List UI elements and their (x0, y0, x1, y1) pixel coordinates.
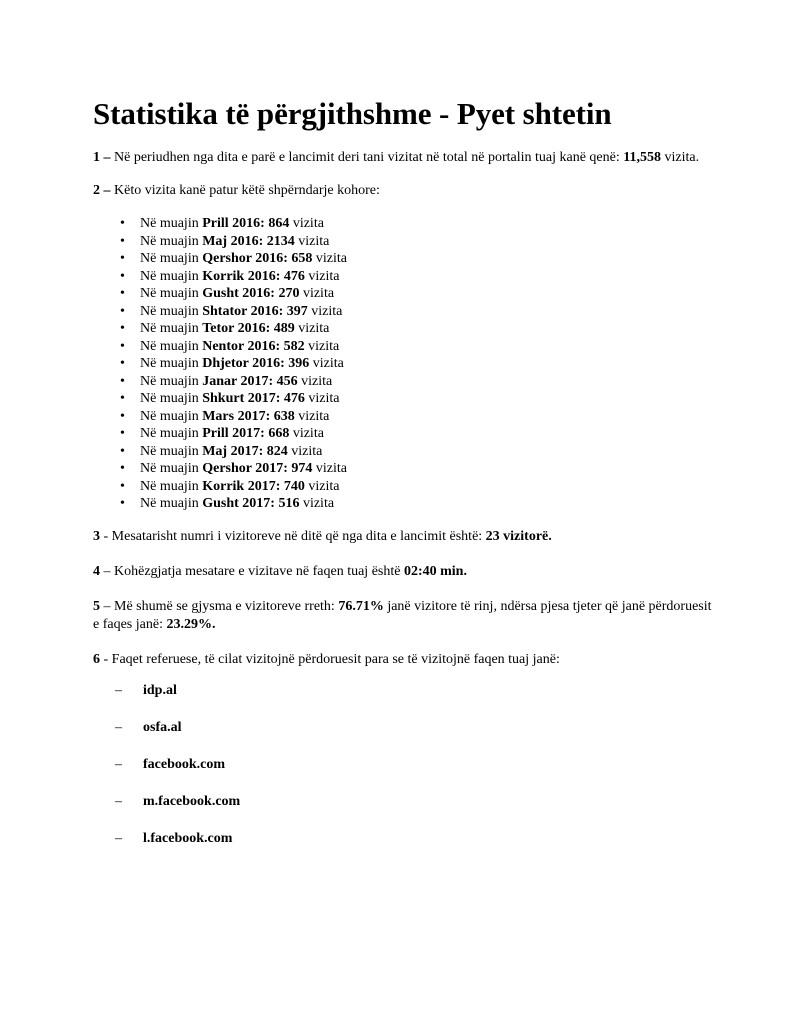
month-prefix: Në muajin (140, 408, 203, 424)
visits-word: vizita (312, 461, 348, 476)
month-count: 476 (283, 268, 305, 284)
month-prefix: Në muajin (140, 443, 203, 459)
referrer-item (115, 682, 713, 700)
bullet-icon: • (120, 461, 125, 476)
month-prefix: Në muajin (140, 321, 203, 336)
month-count: 476 (283, 391, 305, 406)
section-4-number: 4 (93, 563, 100, 579)
section-2 (93, 182, 713, 200)
section-4-sep: – (100, 563, 114, 579)
bullet-icon: • (120, 443, 125, 459)
month-name: Janar 2017: (202, 373, 274, 389)
referrer-domain: facebook.com (143, 756, 226, 772)
month-count: 516 (278, 496, 300, 511)
month-prefix: Në muajin (140, 461, 203, 476)
referrer-domain: osfa.al (143, 719, 182, 735)
dash-icon: – (115, 682, 122, 698)
bullet-icon: • (120, 251, 125, 266)
month-count: 582 (283, 338, 305, 354)
month-name: Maj 2017: (202, 443, 264, 459)
referrer-list (93, 682, 713, 848)
month-prefix: Në muajin (140, 496, 203, 511)
month-item (120, 495, 713, 513)
month-prefix: Në muajin (140, 286, 203, 301)
section-1-text: Në periudhen nga dita e parë e lancimit deri tani vizitat në total në portalin tuaj kanë qenë: (114, 150, 624, 165)
month-prefix: Në muajin (140, 251, 203, 266)
section-6 (93, 651, 713, 669)
month-count: 2134 (266, 233, 295, 249)
section-2-number: 2 (93, 183, 100, 198)
month-item (120, 460, 713, 478)
month-prefix: Në muajin (140, 373, 203, 389)
bullet-icon: • (120, 408, 125, 424)
month-prefix: Në muajin (140, 356, 203, 371)
visits-word: vizita (304, 338, 340, 354)
visits-word: vizita (304, 478, 340, 494)
visits-word: vizita (304, 268, 340, 284)
month-count: 456 (276, 373, 298, 389)
referrer-domain: m.facebook.com (143, 793, 241, 809)
section-3 (93, 528, 713, 546)
bullet-icon: • (120, 303, 125, 319)
month-count: 489 (273, 321, 295, 336)
total-visits-value: 11,558 (623, 150, 661, 165)
month-name: Korrik 2017: (202, 478, 281, 494)
section-3-text: Mesatarisht numri i vizitoreve në ditë që nga dita e lancimit është: (111, 528, 486, 544)
month-count: 668 (268, 426, 290, 441)
month-prefix: Në muajin (140, 303, 203, 319)
month-item (120, 268, 713, 286)
section-1-sep: – (100, 150, 114, 165)
month-name: Shkurt 2017: (202, 391, 281, 406)
section-3-number: 3 (93, 528, 100, 544)
month-item (120, 408, 713, 426)
month-item (120, 233, 713, 251)
visits-word: vizita (312, 251, 348, 266)
month-name: Prill 2017: (202, 426, 265, 441)
referrer-item (115, 719, 713, 737)
visits-word: vizita (309, 356, 344, 371)
visits-word: vizita (294, 408, 330, 424)
visits-word: vizita (289, 216, 324, 231)
section-5-text-a: Më shumë se gjysma e vizitoreve rreth: (114, 598, 339, 614)
bullet-icon: • (120, 338, 125, 354)
returning-users-percent: 23.29%. (166, 616, 216, 632)
month-prefix: Në muajin (140, 233, 203, 249)
bullet-icon: • (120, 321, 125, 336)
month-name: Dhjetor 2016: (202, 356, 285, 371)
dash-icon: – (115, 793, 122, 809)
visits-word: vizita (299, 496, 335, 511)
month-item (120, 390, 713, 408)
month-name: Nentor 2016: (202, 338, 281, 354)
month-item (120, 443, 713, 461)
referrer-domain: idp.al (143, 682, 177, 698)
visits-word: vizita (304, 391, 340, 406)
visits-word: vizita (294, 233, 330, 249)
month-item (120, 215, 713, 233)
month-name: Shtator 2016: (202, 303, 284, 319)
bullet-icon: • (120, 233, 125, 249)
month-name: Gusht 2016: (202, 286, 275, 301)
month-name: Korrik 2016: (202, 268, 281, 284)
month-prefix: Në muajin (140, 338, 203, 354)
page-title: Statistika të përgjithshme - Pyet shtetin (93, 96, 612, 131)
visits-word: vizita (297, 373, 333, 389)
month-name: Prill 2016 (202, 216, 261, 231)
month-item (120, 373, 713, 391)
visits-word: vizita (287, 443, 323, 459)
section-5-text-b: janë vizitore të rinj, ndërsa pjesa tjeter që janë përdoruesit e faqes janë: (93, 598, 712, 632)
referrer-domain: l.facebook.com (143, 830, 233, 846)
section-6-sep: - (100, 651, 112, 667)
month-sep: : (258, 233, 267, 249)
avg-duration-value: 02:40 min. (403, 563, 467, 579)
bullet-icon: • (120, 426, 125, 441)
referrer-item (115, 830, 713, 848)
month-count: 638 (273, 408, 295, 424)
section-6-text: Faqet referuese, të cilat vizitojnë përdoruesit para se të vizitojnë faqen tuaj janë: (111, 651, 560, 667)
month-item (120, 320, 713, 338)
section-1 (93, 149, 713, 167)
bullet-icon: • (120, 478, 125, 494)
month-count: 864 (268, 216, 290, 231)
bullet-icon: • (120, 268, 125, 284)
month-sep: : (260, 216, 269, 231)
daily-average-value: 23 vizitorë. (485, 528, 552, 544)
month-count: 740 (283, 478, 305, 494)
month-item (120, 250, 713, 268)
bullet-icon: • (120, 391, 125, 406)
month-name: Qershor 2017: (202, 461, 288, 476)
month-item (120, 303, 713, 321)
month-item (120, 478, 713, 496)
bullet-icon: • (120, 356, 125, 371)
month-count: 974 (291, 461, 313, 476)
month-prefix: Në muajin (140, 426, 203, 441)
month-item (120, 285, 713, 303)
section-1-number: 1 (93, 150, 100, 165)
section-4 (93, 563, 713, 581)
bullet-icon: • (120, 373, 125, 389)
month-name: Qershor 2016: (202, 251, 288, 266)
section-5 (93, 598, 713, 634)
section-5-sep: – (100, 598, 114, 614)
month-prefix: Në muajin (140, 391, 203, 406)
month-count: 396 (288, 356, 310, 371)
new-visitors-percent: 76.71% (338, 598, 384, 614)
referrer-item (115, 793, 713, 811)
section-2-text: Këto vizita kanë patur këtë shpërndarje kohore: (114, 183, 380, 198)
month-item (120, 355, 713, 373)
bullet-icon: • (120, 216, 125, 231)
visits-word: vizita (294, 321, 330, 336)
month-prefix: Në muajin (140, 268, 203, 284)
section-2-sep: – (100, 183, 114, 198)
month-item (120, 425, 713, 443)
bullet-icon: • (120, 496, 125, 511)
section-5-number: 5 (93, 598, 100, 614)
referrer-item (115, 756, 713, 774)
bullet-icon: • (120, 286, 125, 301)
month-name: Mars 2017: (202, 408, 271, 424)
section-6-number: 6 (93, 651, 100, 667)
dash-icon: – (115, 719, 122, 735)
dash-icon: – (115, 756, 122, 772)
month-count: 824 (266, 443, 288, 459)
month-count: 658 (291, 251, 313, 266)
section-4-text: Kohëzgjatja mesatare e vizitave në faqen tuaj është (114, 563, 404, 579)
month-count: 397 (286, 303, 308, 319)
month-item (120, 338, 713, 356)
visits-word: vizita (307, 303, 343, 319)
month-name: Tetor 2016: (202, 321, 271, 336)
monthly-visits-list (93, 215, 713, 513)
visits-word: vizita (299, 286, 335, 301)
month-count: 270 (278, 286, 300, 301)
month-name: Maj 2016 (202, 233, 259, 249)
section-1-suffix: vizita. (660, 150, 700, 165)
document-page (93, 96, 713, 867)
month-prefix: Në muajin (140, 216, 203, 231)
month-name: Gusht 2017: (202, 496, 275, 511)
section-3-sep: - (100, 528, 112, 544)
visits-word: vizita (289, 426, 324, 441)
dash-icon: – (115, 830, 122, 846)
month-prefix: Në muajin (140, 478, 203, 494)
